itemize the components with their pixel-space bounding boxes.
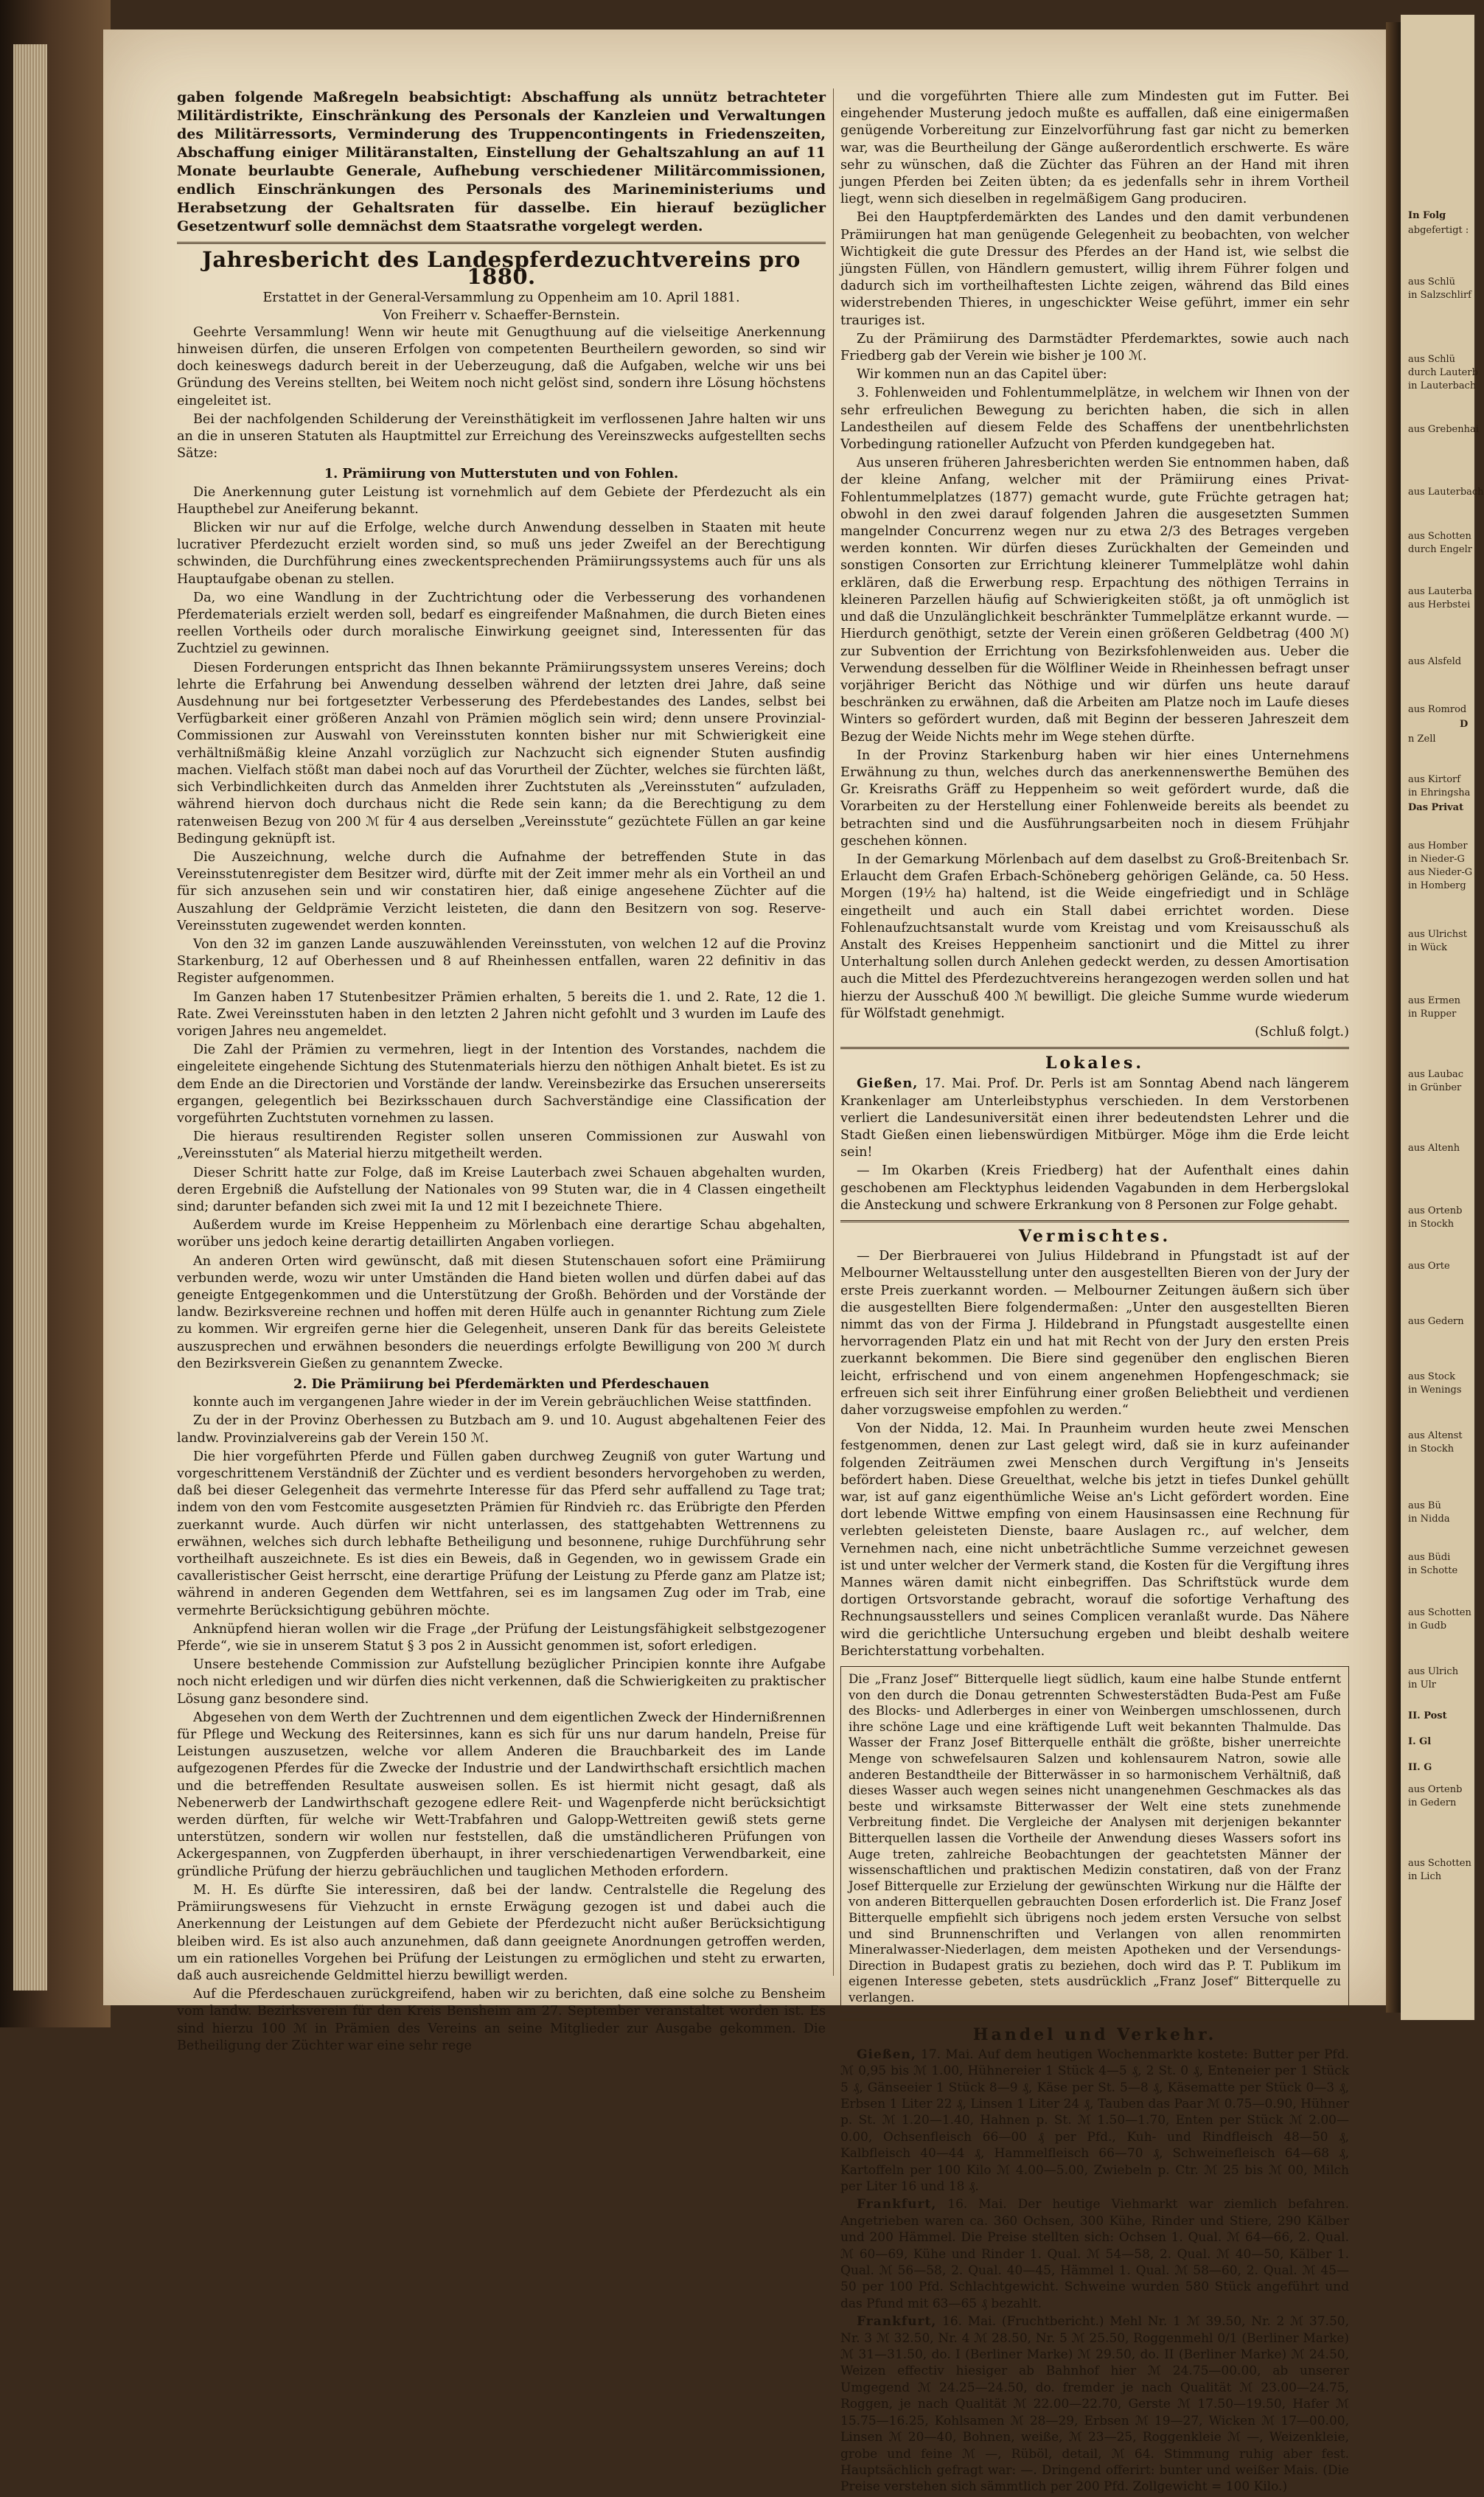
fragment-text: D	[1460, 719, 1469, 730]
news-item: Von der Nidda, 12. Mai. In Praunheim wurden heute zwei Menschen festgenommen, denen zur Last gelegt wird, daß sie in kurz aufeinander folgenden Zeiträumen zwei Menschen durch Vergiftung in's Jenseits befördert haben. Diese Greuelthat, welche bis jetzt in tiefes Dunkel gehüllt war, ist auf ganz eigenthümliche Weise an's Licht gefördert worden. Eine dort lebende Wittwe empfing von einem Hausinsassen eine Rechnung für verlebten geleisteten Dienste, baare Auslagen rc., auf welcher, dem Vernehmen nach, eine nicht unbeträchtliche Summe verzeichnet gewesen ist und unter welcher der Vermerk stand, die Kosten für die Vergiftung ihres Mannes wären damit nicht einbegriffen. Das Schriftstück wurde dem dortigen Ortsvorstande gebracht, worauf die sofortige Verhaftung des Rechnungsausstellers und seines Complicen veranlaßt wurde. Das Nähere wird die gerichtliche Untersuchung ergeben und bleibt deshalb weitere Berichterstattung vorbehalten.	[840, 1421, 1349, 1659]
fragment-text: aus Kirtorf	[1408, 774, 1461, 785]
fragment-text: aus Ulrichst	[1408, 929, 1467, 940]
report-paragraph: Auf die Pferdeschauen zurückgreifend, haben wir zu berichten, daß eine solche zu Bensheim vom landw. Bezirksverein für den Kreis Bensheim am 27. September veranstaltet worden ist. Es sind hierzu 100 ℳ in Prämien des Vereins an seine Mitglieder zur Ausgabe gekommen. Die Betheiligung der Züchter war eine sehr rege	[177, 1987, 826, 2053]
fragment-text: durch Engelr	[1408, 544, 1472, 555]
continued-note: (Schluß folgt.)	[1255, 1024, 1349, 1039]
fragment-text: in Gudb	[1408, 1620, 1447, 1631]
report-subtitle: Erstattet in der General-Versammlung zu Oppenheim am 10. April 1881.	[262, 290, 740, 306]
fragment-text: in Homberg	[1408, 880, 1466, 891]
fragment-text: aus Gedern	[1408, 1316, 1464, 1327]
fragment-text: aus Schotten	[1408, 531, 1471, 542]
report-paragraph: M. H. Es dürfte Sie interessiren, daß bei der landw. Centralstelle die Regelung des Prämiirungswesens für Viehzucht in ernste Erwägung gezogen ist und dabei auch die Anerkennung der Leistungen auf dem Gebiete der Pferdezucht nicht außer Berücksichtigung bleiben wird. Es ist also auch anzunehmen, daß dann geeignete Anordnungen getroffen werden, um ein rationelles Vorgehen bei Prüfung der Leistungen zu ermöglichen und steht zu erwarten, daß auch ausreichende Geldmittel hierzu bewilligt werden.	[177, 1882, 826, 1983]
fragment-text: n Zell	[1408, 734, 1436, 745]
report-paragraph: Dieser Schritt hatte zur Folge, daß im Kreise Lauterbach zwei Schauen abgehalten wurden, deren Ergebniß die Aufstellung der Nationales von 99 Stuten war, die in 4 Classen eingetheilt sind; darunter befanden sich zwei mit Ia und 12 mit I bezeichnete Thiere.	[177, 1165, 826, 1214]
report-paragraph: Im Ganzen haben 17 Stutenbesitzer Prämien erhalten, 5 bereits die 1. und 2. Rate, 12 die 1. Rate. Zwei Vereinsstuten haben in den letzten 2 Jahren nicht gefohlt und 3 wurden im Laufe des vorigen Jahres neu angemeldet.	[177, 989, 826, 1039]
advertisement-text: Die „Franz Josef“ Bitterquelle liegt südlich, kaum eine halbe Stunde entfernt von den durch die Donau getrennten Schwesterstädten Buda-Pest am Fuße des Blocks- und Adlerberges in einer von Weinbergen umschlossenen, durch ihre schöne Lage und eine kräftigende Luft weit bekannten Thalmulde. Das Wasser der Franz Josef Bitterquelle enthält die größte, bisher unerreichte Menge von schwefelsauren Salzen und kohlensaurem Natron, sowie alle anderen Bestandtheile der Bitterwässer in so harmonischem Verhältniß, daß dieses Wasser auch wegen seines nicht unangenehmen Geschmackes als das beste und wirksamste Bitterwasser der Welt eine stets zunehmende Verbreitung findet. Die Vergleiche der Analysen mit derjenigen bekannter Bitterquellen lassen die Vortheile der Anwendung dieses Wassers sofort ins Auge treten, zahlreiche Beobachtungen der geachtetsten Männer der wissenschaftlichen und praktischen Medizin constatiren, daß von der Franz Josef Bitterquelle zur Erzielung der gewünschten Wirkung nur die Hälfte der von anderen Bitterquellen gebrauchten Dosen erforderlich ist. Die Franz Josef Bitterquelle empfiehlt sich übrigens noch jedem ersten Versuche von selbst und sind Brunnenschriften und Verlangen von allen renommirten Mineralwasser-Niederlagen, dem meisten Apotheken und der Versendungs-Direction in Budapest gratis zu beziehen, doch wird das P. T. Publikum im eigenen Interesse gebeten, stets ausdrücklich „Franz Josef“ Bitterquelle zu verlangen.	[849, 1672, 1341, 2005]
report-paragraph: konnte auch im vergangenen Jahre wieder in der im Verein gebräuchlichen Weise stattfinden.	[193, 1395, 812, 1410]
fragment-text: in Nieder-G	[1408, 854, 1465, 865]
fragment-text: aus Ulrich	[1408, 1666, 1459, 1677]
fragment-text: aus Orte	[1408, 1261, 1450, 1272]
report-paragraph: Bei den Hauptpferdemärkten des Landes und den damit verbundenen Prämiirungen hat man genügende Gelegenheit zu beobachten, von welcher Wichtigkeit die gute Dressur des Pferdes an der Hand ist, wie selbst die jüngsten Füllen, von Händlern gemustert, willig ihrem Führer folgen und dadurch sich im vortheilhaftesten Lichte zeigen, während das Bild eines widerstrebenden Thieres, in ungeschickter Weise geführt, immer ein sehr trauriges ist.	[840, 210, 1349, 328]
fragment-text: in Rupper	[1408, 1009, 1457, 1020]
report-paragraph: Von den 32 im ganzen Lande auszuwählenden Vereinsstuten, von welchen 12 auf die Provinz Starkenburg, 12 auf Oberhessen und 8 auf Rheinhessen entfallen, waren 22 definitiv in das Register aufgenommen.	[177, 936, 826, 986]
fragment-text: aus Altenh	[1408, 1143, 1460, 1154]
fragment-text: In Folg	[1408, 210, 1446, 221]
fragment-text: aus Ortenb	[1408, 1205, 1463, 1216]
market-item	[840, 2313, 1349, 2495]
report-paragraph: Blicken wir nur auf die Erfolge, welche durch Anwendung desselben in Staaten mit heute lucrativer Pferdezucht erzielt worden sind, so muß uns jeder Zweifel an der Berechtigung schwinden, die Durchführung eines zweckentsprechenden Prämiirungssystems auch für uns als Hauptaufgabe obenan zu stellen.	[177, 520, 826, 587]
section-heading: 2. Die Prämiirung bei Pferdemärkten und Pferdeschauen	[293, 1376, 710, 1392]
adjacent-page-fragment	[1401, 15, 1484, 2020]
report-paragraph: Die Auszeichnung, welche durch die Aufnahme der betreffenden Stute in das Vereinsstutenregister dem Besitzer wird, dürfte mit der Zeit immer mehr als ein Vortheil an und für sich anzusehen sein und wir constatiren hier, daß einige angesehene Züchter auf die Auszahlung der Geldprämie Verzicht leisteten, die dann den Besitzern von sog. Reserve-Vereinsstuten zugewendet werden konnten.	[177, 849, 826, 933]
handel-heading: Handel und Verkehr.	[972, 2024, 1217, 2044]
fragment-text: abgefertigt :	[1408, 225, 1469, 236]
right-column	[840, 88, 1349, 2497]
fragment-text: aus Lauterba	[1408, 586, 1472, 597]
report-paragraph: In der Provinz Starkenburg haben wir hier eines Unternehmens Erwähnung zu thun, welches durch das anerkennenswerthe Bemühen des Gr. Kreisraths Gräff zu Heppenheim so weit gefördert wurde, daß die Vorarbeiten zu der Herstellung einer Fohlenweide bereits als beendet zu betrachten sind und die Ausführungsarbeiten noch in diesem Frühjahr geschehen können.	[840, 748, 1349, 849]
report-title: Jahresbericht des Landespferdezuchtvereins pro 1880.	[202, 247, 801, 290]
news-text: 17. Mai. Prof. Dr. Perls ist am Sonntag Abend nach längerem Krankenlager am Unterleibstyphus verschieden. In dem Verstorbenen verliert die Landesuniversität einen ihrer bedeutendsten Lehrer und die Stadt Gießen einen liebenswürdigen Mitbürger. Möge ihm die Erde leicht sein!	[840, 1076, 1350, 1160]
news-item: — Im Okarben (Kreis Friedberg) hat der Aufenthalt eines dahin geschobenen am Flecktyphus leidenden Vagabunden in dem Herbergslokal die Ansteckung und schwere Erkrankung von 8 Personen zur Folge gehabt.	[840, 1163, 1349, 1213]
fragment-text: aus Romrod	[1408, 704, 1467, 715]
section-rule	[840, 1220, 1349, 1222]
section-rule	[177, 242, 826, 244]
report-paragraph: Geehrte Versammlung! Wenn wir heute mit Genugthuung auf die vielseitige Anerkennung hinweisen dürfen, die unseren Erfolgen von competenten Beurtheilern geworden, so sind wir doch keineswegs dadurch bereit in der Ueberzeugung, daß die Aufgaben, welche wir uns bei Gründung des Vereins stellten, bei Weitem noch nicht gelöst sind, sondern ihre Lösung höchstens eingeleitet ist.	[177, 324, 826, 408]
fragment-text: in Lauterbach	[1408, 380, 1477, 391]
report-paragraph: Wir kommen nun an das Capitel über:	[857, 367, 1107, 383]
vermischtes-heading: Vermischtes.	[1018, 1227, 1171, 1246]
fragment-text: in Grünber	[1408, 1082, 1462, 1093]
dateline-place: Gießen,	[857, 2047, 916, 2062]
fragment-text: aus Schotten	[1408, 1858, 1471, 1869]
report-paragraph: Aus unseren früheren Jahresberichten werden Sie entnommen haben, daß der kleine Anfang, welcher mit der Prämiirung eines Privat-Fohlentummelplatzes (1877) gemacht wurde, gute Früchte getragen hat; obwohl in den zwei darauf folgenden Jahren die ausgesetzten Summen mangelnder Concurrenz wegen nur zu etwa 2/3 des Betrages vergeben werden konnten. Wir dürfen dieses Zurückhalten der Gemeinden und sonstigen Consorten zur Errichtung kleinerer Tummelplätze wohl dahin erklären, daß die Erwerbung resp. Erpachtung des nöthigen Terrains in kleineren Parzellen häufig auf Schwierigkeiten stößt, ja oft unmöglich ist und daß die Unzulänglichkeit beschränkter Tummelplätze erkannt wurde. — Hierdurch genöthigt, setzte der Verein einen größeren Geldbetrag (400 ℳ) zur Subvention der Errichtung von Bezirksfohlenweiden aus. Ueber die Verwendung desselben für die Wölfliner Weide in Rheinhessen befragt unser vorjähriger Bericht das Nöthige und wir dürfen uns heute darauf beschränken zu erwähnen, daß die Arbeiten am Platze noch im Laufe dieses Winters so gefördert wurden, daß mit Beginn der besseren Jahreszeit dem Bezug der Weide Nichts mehr im Wege stehen dürfte.	[840, 456, 1349, 745]
left-column	[177, 88, 826, 2056]
report-paragraph: Abgesehen von dem Werth der Zuchtrennen und dem eigentlichen Zweck der Hindernißrennen für Pflege und Weckung des Reitersinnes, kann es sich für uns nur darum handeln, Preise für Leistungen auszusetzen, welche vor allem Anderen die Brauchbarkeit des im Lande aufgezogenen Pferdes für die Zwecke der Industrie und der Landwirthschaft ersichtlich machen und die betreffenden Resultate ausweisen sollen. Es ist hiermit nicht gesagt, daß als Nebenerwerb der Landwirthschaft gezogene edlere Reit- und Wagenpferde nicht berücksichtigt werden dürften, für welche wir Wett-Trabfahren und Galopp-Wettreiten gewiß stets gerne unterstützen, sondern wir wollen nur feststellen, daß die umständlicheren Prüfungen von Ackergespannen, von Zugpferden überhaupt, in ihrer verschiedenartigen Verwendbarkeit, eine gründliche Prüfung der hierzu gebräuchlichen und tauglichen Methoden erfordern.	[177, 1710, 826, 1879]
fragment-text: aus Lauterbach	[1408, 487, 1484, 498]
page-gutter	[1386, 22, 1402, 2013]
section-heading: 3. Fohlenweiden und Fohlentummelplätze, in welchem wir Ihnen von der sehr erfreulichen Bewegung zu berichten haben, die sich in allen Landestheilen auf diesem Felde des Schaffens der unentbehrlichsten Vorbedingung rationeller Aufzucht von Pferden kundgegeben hat.	[840, 386, 1349, 453]
fragment-text: in Schotte	[1408, 1565, 1458, 1576]
intro-paragraph: gaben folgende Maßregeln beabsichtigt: Abschaffung als unnütz betrachteter Militärdistrikte, Einschränkung des Personals der Kanzleien und Verwaltungen des Militärressorts, Verminderung des Truppencontingents in Friedenszeiten, Abschaffung einiger Militäranstalten, Einstellung der Gehaltszahlung an auf 11 Monate beurlaubte Generale, Aufhebung verschiedener Militärcommissionen, endlich Einschränkungen des Personals des Marineministeriums und Herabsetzung der Gehaltsraten für dasselbe. Ein hierauf bezüglicher Gesetzentwurf solle demnächst dem Staatsrathe vorgelegt werden.	[177, 89, 826, 234]
market-item	[840, 2196, 1349, 2312]
fragment-text: in Wück	[1408, 942, 1448, 953]
fragment-text: aus Ermen	[1408, 995, 1461, 1006]
section-rule	[840, 1047, 1349, 1049]
section-heading: 1. Prämiirung von Mutterstuten und von Fohlen.	[324, 466, 679, 482]
fragment-text: in Ulr	[1408, 1679, 1436, 1690]
lokales-heading: Lokales.	[1045, 1054, 1145, 1073]
fragment-text: aus Nieder-G	[1408, 867, 1473, 878]
report-paragraph: Außerdem wurde im Kreise Heppenheim zu Mörlenbach eine derartige Schau abgehalten, worüber uns jedoch keine derartig detaillirten Angaben vorliegen.	[177, 1218, 826, 1250]
fragment-text: aus Schotten	[1408, 1607, 1471, 1618]
report-paragraph: Die Zahl der Prämien zu vermehren, liegt in der Intention des Vorstandes, nachdem die eingeleitete eingehende Sichtung des Stutenmaterials hierzu den nöthigen Anhalt bietet. Es ist zu dem Ende an die Directorien und Vorstände der landw. Vereinsbezirke das Ersuchen unsererseits ergangen, gelegentlich bei Bezirksschauen durch Sachverständige eine Classification der vorgeführten Zuchtstuten vornehmen zu lassen.	[177, 1042, 826, 1126]
fragment-text: aus Laubac	[1408, 1069, 1464, 1080]
news-item: — Der Bierbrauerei von Julius Hildebrand in Pfungstadt ist auf der Melbourner Weltausstellung unter den ausgestellten Bieren von der Jury der erste Preis zuerkannt worden. — Melbourner Zeitungen äußern sich über die ausgestellten Biere folgendermaßen: „Unter den ausgestellten Bieren nimmt das von der Firma J. Hildebrand in Pfungstadt ausgestellte einen hervorragenden Platz ein und hat mit Recht von der Jury den ersten Preis zuerkannt bekommen. Die Biere sind gegenüber den englischen Bieren leicht, erfrischend und von einem angenehmen Hopfengeschmack; sie erfreuen sich seit ihrer Einführung einer großen Beliebtheit und verdienen daher vorzugsweise empfohlen zu werden.“	[840, 1249, 1349, 1418]
section-rule	[840, 2019, 1349, 2021]
fragment-text: aus Grebenhai	[1408, 424, 1479, 435]
report-paragraph: Zu der Prämiirung des Darmstädter Pferdemarktes, sowie auch nach Friedberg gab der Verein wie bisher je 100 ℳ.	[840, 331, 1349, 364]
report-paragraph: Die hier vorgeführten Pferde und Füllen gaben durchweg Zeugniß von guter Wartung und vorgeschrittenem Verständniß der Züchter und es verdient besonders hervorgehoben zu werden, daß bei dieser Gelegenheit das vermehrte Interesse für das Pferd sehr auffallend zu Tage trat; indem von den vom Festcomite ausgesetzten Prämien für Rindvieh rc. das Erübrigte den Pferden zuerkannt wurde. Auch dürfen wir nicht unterlassen, des stattgehabten Wettrennens zu erwähnen, welches sich durch lebhafte Betheiligung und besonnene, ruhige Durchführung sehr vortheilhaft auszeichnete. Es ist dies ein Beweis, daß in Gegenden, wo in gewissem Grade ein cavalleristischer Geist herrscht, eine derartige Prüfung der Leistung zu Pferde ganz am Platze ist; während in anderen Gegenden dem Wettfahren, sei es im langsamen Zug oder im Trab, eine vermehrte Berücksichtigung gebühren möchte.	[177, 1449, 826, 1618]
dateline-place: Frankfurt,	[857, 2314, 937, 2330]
fragment-text: aus Stock	[1408, 1371, 1456, 1382]
fragment-text: aus Büdi	[1408, 1552, 1451, 1563]
newspaper-page	[103, 29, 1386, 2495]
fragment-text: in Lich	[1408, 1871, 1442, 1882]
fragment-text: in Ehringsha	[1408, 787, 1471, 798]
report-paragraph: Zu der in der Provinz Oberhessen zu Butzbach am 9. und 10. August abgehaltenen Feier des landw. Provinzialvereins gab der Verein 150 ℳ.	[177, 1413, 826, 1446]
report-author: Von Freiherr v. Schaeffer-Bernstein.	[382, 307, 620, 323]
fragment-text: I. Gl	[1408, 1736, 1432, 1747]
report-paragraph: Die Anerkennung guter Leistung ist vornehmlich auf dem Gebiete der Pferdezucht als ein Haupthebel zur Aneiferung bekannt.	[177, 484, 826, 517]
fragment-text: aus Alsfeld	[1408, 656, 1462, 667]
market-text: 16. Mai. (Fruchtbericht.) Mehl Nr. 1 ℳ 39.50, Nr. 2 ℳ 37.50, Nr. 3 ℳ 32.50, Nr. 4 ℳ 28.50, Nr. 5 ℳ 25.50, Roggenmehl 0/1 (Berliner Marke) ℳ 31—31.50, do. I (Berliner Marke) ℳ 29.50, do. II (Berliner Marke) ℳ 24.50, Weizen effectiv hiesiger ab Bahnhof hier ℳ 24.75—00.00, ab unserer Umgegend ℳ 24.25—24.50, do. fremder je nach Qualität ℳ 23.00—24.75, Roggen, je nach Qualität ℳ 22.00—22.70, Gerste ℳ 17.50—19.50, Hafer ℳ 15.75—16.25, Kohlsamen ℳ 28—29, Erbsen ℳ 19—27, Wicken ℳ 17—00.00, Linsen ℳ 20—40, Bohnen, weiße, ℳ 23—25, Roggenkleie ℳ —, Weizenkleie, grobe und feine ℳ —, Rüböl, detail, ℳ 64. Stimmung ruhig aber fest. Hauptsächlich gefragt war: —. Dringend offerirt: bunter und weißer Mais. (Die Preise verstehen sich sämmtlich per 200 Pfd. Zollgewicht = 100 Kilo.)	[840, 2314, 1349, 2495]
fragment-text: II. G	[1408, 1762, 1432, 1773]
fragment-text: aus Ortenb	[1408, 1784, 1463, 1795]
report-paragraph: Die hieraus resultirenden Register sollen unseren Commissionen zur Auswahl von „Vereinsstuten“ als Material hierzu mitgetheilt werden.	[177, 1129, 826, 1162]
fragment-text: in Salzschlirf	[1408, 290, 1471, 301]
fragment-text: aus Altenst	[1408, 1430, 1463, 1441]
dateline-place: Frankfurt,	[857, 2197, 937, 2212]
fragment-text: aus Bü	[1408, 1500, 1441, 1511]
column-divider	[833, 88, 834, 1976]
news-item	[840, 1075, 1349, 1161]
dateline-place: Gießen,	[857, 1076, 919, 1092]
fragment-text: aus Schlü	[1408, 276, 1456, 288]
report-paragraph: Diesen Forderungen entspricht das Ihnen bekannte Prämiirungssystem unseres Vereins; doch lehrte die Erfahrung bei Anwendung desselben während der letzten drei Jahre, daß seine Ausdehnung nur bei fortgesetzter Verbesserung des Pferdebestandes des Landes, selbst bei Verfügbarkeit einer größeren Anzahl von Prämien möglich sein wird; denn unsere Provinzial-Commissionen zur Auswahl von Vereinsstuten konnten bisher nur mit Schwierigkeit eine verhältnißmäßig kleine Anzahl vorzüglich zur Nachzucht sich eignender Stuten ausfindig machen. Vielfach stößt man dabei noch auf das Vorurtheil der Züchter, welches sie fürchten läßt, sich Verbindlichkeiten durch das Anmelden ihrer Zuchtstuten als „Vereinsstuten“ aufzuladen, während hiervon doch durchaus nicht die Rede sein kann; da die Berechtigung zu dem ratenweisen Bezug von 200 ℳ für 4 aus derselben „Vereinsstute“ gezüchtete Füllen an gar keine Bedingung geknüpft ist.	[177, 660, 826, 846]
fragment-text: in Nidda	[1408, 1514, 1450, 1525]
fragment-text: in Gedern	[1408, 1797, 1457, 1808]
report-paragraph: An anderen Orten wird gewünscht, daß mit diesen Stutenschauen sofort eine Prämiirung verbunden werde, wozu wir unter Umständen die Hand bieten wollen und dürfen dabei auf das geneigte Entgegenkommen und die Unterstützung der Großh. Behörden und der Vorstände der landw. Bezirksvereine rechnen und hoffen mit deren Hülfe auch in genannter Richtung zum Ziele zu kommen. Wir ergreifen gerne hier die Gelegenheit, unseren Dank für das bereits Geleistete auszusprechen und erwähnen besonders die neuerdings erfolgte Bewilligung von 200 ℳ durch den Bezirksverein Gießen zu genanntem Zwecke.	[177, 1253, 826, 1371]
page-edges	[13, 44, 47, 1991]
report-paragraph: Bei der nachfolgenden Schilderung der Vereinsthätigkeit im verflossenen Jahre halten wir uns an die in unseren Statuten als Hauptmittel zur Erreichung des Vereinszwecks aufgestellten sechs Sätze:	[177, 411, 826, 462]
market-text: 17. Mai. Auf dem heutigen Wochenmarkte kostete: Butter per Pfd. ℳ 0,95 bis ℳ 1.00, Hühnereier 1 Stück 4—5 ₰, 2 St. 0 ₰, Enteneier per 1 Stück 5 ₰, Gänseeier 1 Stück 8—9 ₰, Käse per St. 5—8 ₰, Käsematte per Stück 0—3 ₰, Erbsen 1 Liter 22 ₰, Linsen 1 Liter 24 ₰, Tauben das Paar ℳ 0.75—0.90, Hühner p. St. ℳ 1.20—1.40, Hahnen p. St. ℳ 1.50—1.70, Enten per Stück ℳ 2.00—0.00, Ochsenfleisch 66—00 ₰ per Pfd., Kuh- und Rindfleisch 48—50 ₰, Kalbfleisch 40—44 ₰, Hammelfleisch 66—70 ₰, Schweinefleisch 64—68 ₰, Kartoffeln per 100 Kilo ℳ 4.00—5.00, Zwiebeln p. Ctr. ℳ 25 bis ℳ 00, Milch per Liter 16 und 18 ₰.	[840, 2047, 1349, 2194]
report-paragraph: Unsere bestehende Commission zur Aufstellung bezüglicher Principien konnte ihre Aufgabe noch nicht erledigen und wir dürfen dies nicht verkennen, daß die Schwierigkeiten zu praktischer Lösung ganz besondere sind.	[177, 1657, 826, 1707]
bitterquelle-advertisement	[840, 1666, 1349, 2012]
report-paragraph: Da, wo eine Wandlung in der Zuchtrichtung oder die Verbesserung des vorhandenen Pferdematerials erzielt werden soll, bedarf es eingreifender Maßnahmen, die durch Bieten eines reellen Vortheils oder durch moralische Einwirkung geeignet sind, Interessenten für das Zuchtziel zu gewinnen.	[177, 590, 826, 657]
market-item	[840, 2047, 1349, 2195]
market-text: 16. Mai. Der heutige Viehmarkt war ziemlich befahren. Angetrieben waren ca. 360 Ochsen, 300 Kühe, Rinder und Stiere, 290 Kälber und 200 Hämmel. Die Preise stellten sich: Ochsen 1. Qual. ℳ 64—66, 2. Qual. ℳ 60—69, Kühe und Rinder 1. Qual. ℳ 54—58, 2. Qual. ℳ 40—50, Kälber 1. Qual. ℳ 56—58, 2. Qual. 40—45, Hämmel 1. Qual. ℳ 58—60, 2. Qual. ℳ 45—50 per 100 Pfd. Schlachtgewicht. Schweine wurden 580 Stück angeführt und das Pfund mit 63—65 ₰ bezahlt.	[840, 2197, 1350, 2311]
fragment-text: in Wenings	[1408, 1385, 1462, 1396]
report-paragraph: In der Gemarkung Mörlenbach auf dem daselbst zu Groß-Breitenbach Sr. Erlaucht dem Grafen Erbach-Schöneberg gehörigen Gelände, ca. 50 Hess. Morgen (19½ ha) haltend, ist die Weide eingefriedigt und in Schläge eingetheilt und auch ein Stall dabei errichtet worden. Diese Fohlenaufzuchtsanstalt wurde vom Kreistag und vom Kreisausschuß als Anstalt des Kreises Heppenheim sanctionirt und die Mittel zu ihrer Unterhaltung sollen durch Anlehen gedeckt werden, zu dessen Amortisation auch die Mittel des Pferdezuchtvereins herangezogen werden sollen und hat hierzu der Ausschuß 400 ℳ bewilligt. Die gleiche Summe wurde wiederum für Wölfstadt genehmigt.	[840, 852, 1349, 1021]
fragment-text: aus Homber	[1408, 840, 1468, 852]
fragment-text: in Stockh	[1408, 1219, 1455, 1230]
fragment-text: in Stockh	[1408, 1443, 1455, 1455]
market-reports	[840, 2047, 1349, 2496]
report-paragraph: und die vorgeführten Thiere alle zum Mindesten gut im Futter. Bei eingehender Musterung jedoch mußte es auffallen, daß eine einigermaßen genügende Vorbereitung zur Einzelvorführung fast gar nicht zu bemerken war, was die Beurtheilung der Gänge außerordentlich erschwerte. Es wäre sehr zu wünschen, daß die Züchter das Führen an der Hand mit ihren jungen Pferden bei Zeiten übten; da es jedenfalls sehr in ihrem Vortheil liegt, wenn sich dieselben in regelmäßigem Gang produciren.	[840, 89, 1349, 207]
fragment-text: aus Schlü	[1408, 354, 1456, 365]
fragment-text: aus Herbstei	[1408, 599, 1471, 610]
report-paragraph: Anknüpfend hieran wollen wir die Frage „der Prüfung der Leistungsfähigkeit selbstgezogener Pferde“, wie sie in unserem Statut § 3 pos 2 in Aussicht genommen ist, sofort erledigen.	[177, 1621, 826, 1654]
fragment-text: II. Post	[1408, 1710, 1447, 1721]
fragment-text: durch Lauterb	[1408, 367, 1478, 378]
fragment-text: Das Privat	[1408, 802, 1464, 813]
